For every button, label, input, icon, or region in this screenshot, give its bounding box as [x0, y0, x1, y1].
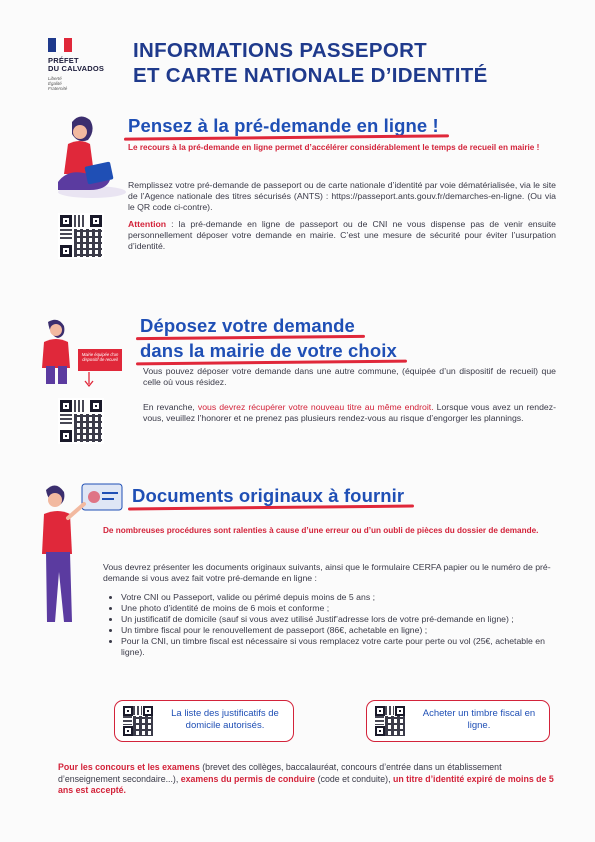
motto-fraternite: Fraternité [48, 86, 68, 91]
section2-para2 [143, 402, 556, 424]
section3-intro: De nombreuses procédures sont ralenties à cause d’une erreur ou d’un oubli de pièces du dossier de demande. [103, 526, 539, 535]
section2-para2-end: Lorsque vous avez un rendez-vous, veuillez l’honorer et ne prenez pas plusieurs rendez-vous au risque d’engorger les plannings. [143, 402, 556, 423]
sticker-mairie-equipee: Mairie équipée d’un dispositif de recueil [78, 349, 122, 371]
section2-body [143, 366, 556, 430]
document-item: • Un timbre fiscal pour le renouvellement de passeport (86€, achetable en ligne) ; [121, 625, 555, 636]
section2-para2-red: vous devrez récupérer votre nouveau titre au même endroit. [197, 402, 434, 412]
document-item: • Une photo d’identité de moins de 6 mois et conforme ; [121, 603, 555, 614]
title-line2: ET CARTE NATIONALE D’IDENTITÉ [133, 64, 488, 87]
attention-label: Attention [128, 219, 167, 229]
arrow-down-icon [84, 372, 94, 388]
republic-flag-logo [48, 38, 72, 52]
footer-text2: (code et conduite), [315, 773, 393, 784]
section3-para1: Vous devrez présenter les documents originaux suivants, ainsi que le formulaire CERFA papier ou le numéro de pré-demande si vous avez fait votre pré-demande en ligne : [103, 562, 551, 583]
section3-title [132, 484, 404, 507]
qr-code-ants[interactable] [58, 213, 104, 259]
page-title [133, 38, 573, 88]
section1-title [128, 114, 439, 137]
qr-code-timbre[interactable] [373, 704, 407, 738]
document-item: • Un justificatif de domicile (sauf si vous avez utilisé Justif’adresse lors de votre pré-demande en ligne) ; [121, 614, 555, 625]
section1-title-text: Pensez à la pré-demande en ligne ! [128, 115, 439, 136]
documents-list [103, 592, 555, 658]
document-item: • Votre CNI ou Passeport, valide ou périmé depuis moins de 5 ans ; [121, 592, 555, 603]
section2-para2-start: En revanche, [143, 402, 198, 412]
link-timbre-label: Acheter un timbre fiscal en ligne. [422, 708, 536, 731]
footer-text1: (brevet des collèges, baccalauréat, concours d’entrée dans un établissement d’enseignement secondaire...), [58, 762, 502, 784]
footer-red1: Pour les concours et les examens [58, 762, 200, 772]
motto-liberte: Liberté [48, 76, 62, 81]
section3-title-text: Documents originaux à fournir [132, 485, 405, 506]
qr-code-mairie[interactable] [58, 398, 104, 444]
republic-motto [48, 76, 67, 91]
link-timbre-fiscal[interactable] [366, 700, 550, 742]
motto-egalite: Égalité [48, 81, 62, 86]
section2-para1: Vous pouvez déposer votre demande dans une autre commune, (équipée d’un dispositif de recueil) que celle où vous résidez. [143, 366, 556, 387]
footer-red2: examens du permis de conduire [180, 773, 316, 784]
footer-red3: un titre d’identité expiré de moins de 5 ans est accepté. [58, 773, 554, 795]
section1-body [128, 180, 556, 258]
logo-line2: DU CALVADOS [48, 64, 105, 73]
section3-body [103, 562, 555, 658]
section2-title-line2: dans la mairie de votre choix [140, 340, 397, 361]
section2-title-line1: Déposez votre demande [140, 315, 355, 336]
attention-text: : la pré-demande en ligne de passeport ou de CNI ne vous dispense pas de venir ensuite personnellement déposer votre demande en mairie. C’est une mesure de sécurité pour éviter l’usurpation d’identité. [128, 219, 556, 251]
document-item: • Pour la CNI, un timbre fiscal est nécessaire si vous remplacez votre carte pour perte ou vol (25€, achetable en ligne). [121, 636, 555, 658]
logo-line1: PRÉFET [48, 56, 79, 65]
prefecture-logo-text [48, 57, 104, 73]
footer-note [58, 762, 558, 797]
qr-code-justificatifs[interactable] [121, 704, 155, 738]
section1-para1: Remplissez votre pré-demande de passeport ou de carte nationale d’identité par voie dématérialisée, via le site de l’Agence nationale des titres sécurisés (ANTS) : https://passeport.ants.gouv.fr/demarches-en-ligne. (Ou via le QR code ci-contre). [128, 180, 556, 212]
link-justificatifs-domicile[interactable] [114, 700, 294, 742]
woman-laptop-illustration [40, 112, 126, 202]
section1-attention [128, 219, 556, 252]
woman-standing-illustration [34, 318, 84, 386]
title-line1: INFORMATIONS PASSEPORT [133, 39, 427, 62]
link-justificatifs-label: La liste des justificatifs de domicile autorisés. [171, 708, 279, 731]
section2-title [140, 314, 397, 362]
section1-intro: Le recours à la pré-demande en ligne permet d’accélérer considérablement le temps de recueil en mairie ! [128, 143, 540, 152]
